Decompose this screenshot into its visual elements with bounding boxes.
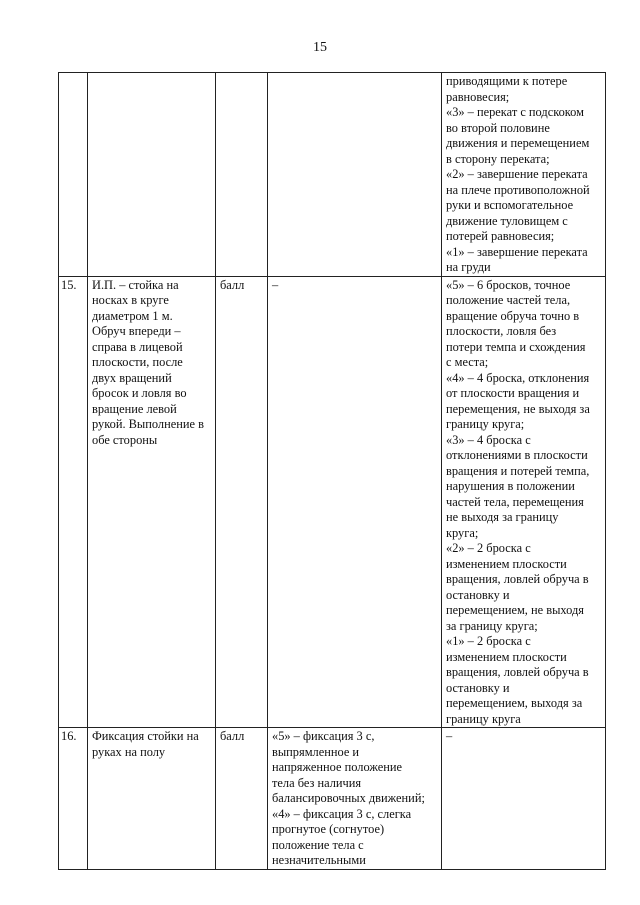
row-number: 16.	[59, 728, 88, 870]
table-row	[59, 728, 606, 870]
criteria-cell-1: «5» – фиксация 3 с, выпрямленное и напряженное положение тела без наличия балансировочных движений; «4» – фиксация 3 с, слегка прогнутое (согнутое) положение тела с незначительными	[268, 728, 442, 870]
exercise-name: И.П. – стойка на носках в круге диаметром 1 м. Обруч впереди – справа в лицевой плоскости, после двух вращений бросок и ловля во вращение левой рукой. Выполнение в обе стороны	[88, 276, 216, 728]
exercise-name	[88, 73, 216, 277]
unit-cell	[216, 73, 268, 277]
criteria-cell-2: приводящими к потере равновесия; «3» – перекат с подскоком во второй половине движения и перемещением в сторону переката; «2» – завершение переката на плече противоположной руки и вспомогательное движение туловищем с потерей равновесия; «1» – завершение переката на груди	[442, 73, 606, 277]
criteria-cell-2: «5» – 6 бросков, точное положение частей тела, вращение обруча точно в плоскости, ловля без потери темпа и схождения с места; «4» – 4 броска, отклонения от плоскости вращения и перемещения, не выходя за границу круга; «3» – 4 броска с отклонениями в плоскости вращения и потерей темпа, нарушения в положении частей тела, перемещения не выходя за границу круга; «2» – 2 броска с изменением плоскости вращения, ловлей обруча в остановку и перемещением, не выходя за границу круга; «1» – 2 броска с изменением плоскости вращения, ловлей обруча в остановку и перемещением, выходя за границу круга	[442, 276, 606, 728]
criteria-table	[58, 72, 606, 870]
row-number: 15.	[59, 276, 88, 728]
exercise-name: Фиксация стойки на руках на полу	[88, 728, 216, 870]
table-row	[59, 73, 606, 277]
criteria-cell-1: –	[268, 276, 442, 728]
criteria-cell-2: –	[442, 728, 606, 870]
unit-cell: балл	[216, 728, 268, 870]
page-number: 15	[313, 40, 327, 55]
criteria-cell-1	[268, 73, 442, 277]
row-number	[59, 73, 88, 277]
table-row	[59, 276, 606, 728]
unit-cell: балл	[216, 276, 268, 728]
